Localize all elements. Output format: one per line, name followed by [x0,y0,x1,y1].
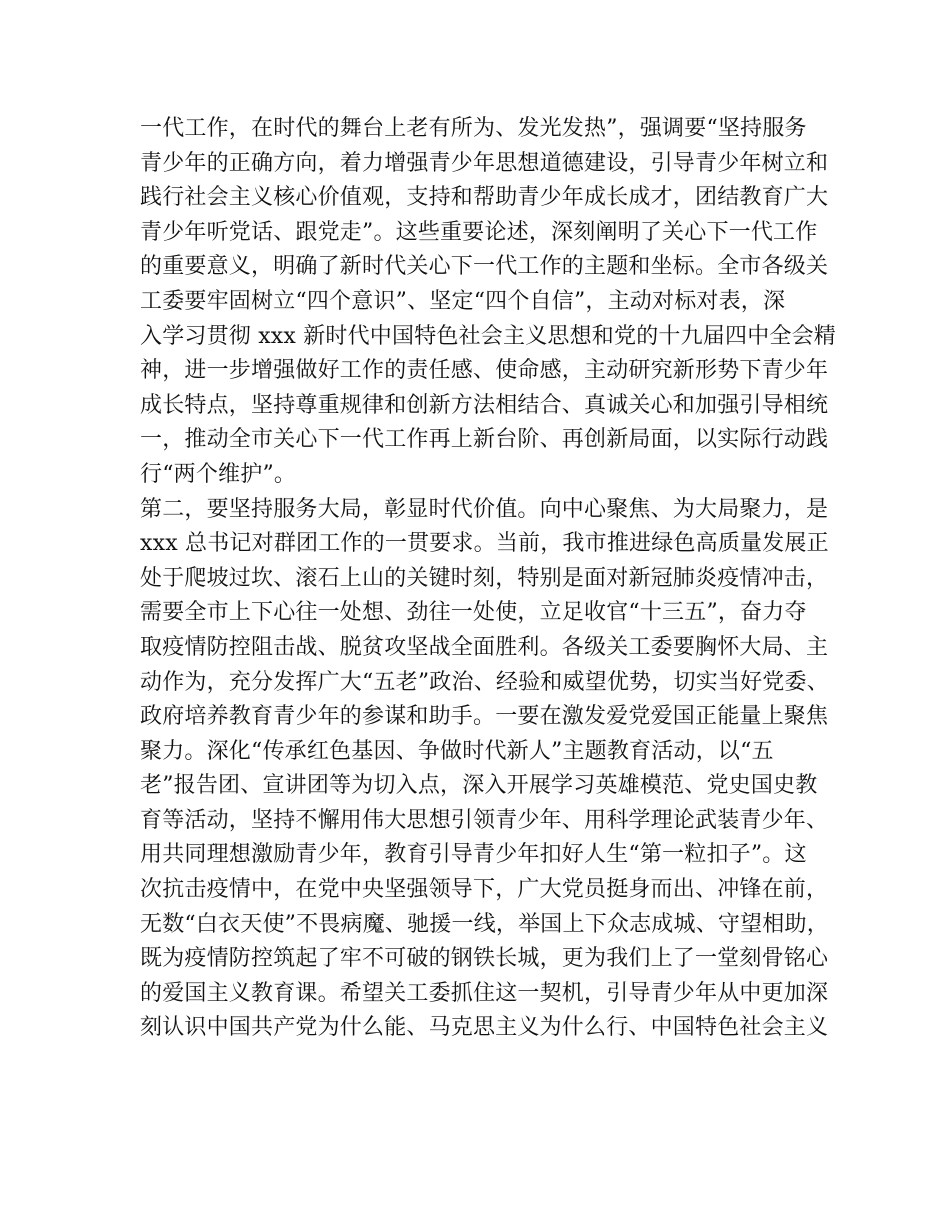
text-line-16: 取疫情防控阻击战、脱贫攻坚战全面胜利。各级关工委要胸怀大局、主 [140,634,829,660]
text-line-1: 一代工作，在时代的舞台上老有所为、发光发热”，强调要“坚持服务 [140,116,807,141]
text-line-12: 第二，要坚持服务大局，彰显时代价值。向中心聚焦、为大局聚力，是 [140,496,829,522]
text-line-10: 一，推动全市关心下一代工作再上新台阶、再创新局面，以实际行动践 [140,427,829,453]
text-line-8: 神，进一步增强做好工作的责任感、使命感，主动研究新形势下青少年 [140,358,829,384]
text-line-22: 用共同理想激励青少年，教育引导青少年扣好人生“第一粒扣子”。这 [140,842,807,868]
text-line-7: 入学习贯彻 xxx 新时代中国特色社会主义思想和党的十九届四中全会精 [140,323,837,349]
text-line-21: 育等活动，坚持不懈用伟大思想引领青少年、用科学理论武装青少年、 [140,807,829,833]
text-line-14: 处于爬坡过坎、滚石上山的关键时刻，特别是面对新冠肺炎疫情冲击， [140,565,829,591]
text-line-24: 无数“白衣天使”不畏病魔、驰援一线，举国上下众志成城、守望相助， [140,911,829,937]
text-line-2: 青少年的正确方向，着力增强青少年思想道德建设，引导青少年树立和 [140,150,829,176]
text-line-25: 既为疫情防控筑起了牢不可破的钢铁长城，更为我们上了一堂刻骨铭心 [140,946,829,972]
text-line-19: 聚力。深化“传承红色基因、争做时代新人”主题教育活动，以“五 [140,738,774,764]
text-line-9: 成长特点，坚持尊重规律和创新方法相结合、真诚关心和加强引导相统 [140,392,829,418]
text-line-3: 践行社会主义核心价值观，支持和帮助青少年成长成才，团结教育广大 [140,185,829,211]
text-line-15: 需要全市上下心往一处想、劲往一处使，立足收官“十三五”，奋力夺 [140,600,807,626]
text-line-6: 工委要牢固树立“四个意识”、坚定“四个自信”，主动对标对表，深 [140,288,786,314]
text-line-23: 次抗击疫情中，在党中央坚强领导下，广大党员挺身而出、冲锋在前， [140,877,829,903]
document-body [140,112,837,1046]
text-line-11: 行“两个维护”。 [140,461,297,487]
text-line-5: 的重要意义，明确了新时代关心下一代工作的主题和坐标。全市各级关 [140,254,829,280]
text-line-17: 动作为，充分发挥广大“五老”政治、经验和威望优势，切实当好党委、 [140,669,829,695]
text-line-20: 老”报告团、宣讲团等为切入点，深入开展学习英雄模范、党史国史教 [140,773,818,799]
text-line-27: 刻认识中国共产党为什么能、马克思主义为什么行、中国特色社会主义 [140,1015,829,1041]
text-line-26: 的爱国主义教育课。希望关工委抓住这一契机，引导青少年从中更加深 [140,980,829,1006]
text-line-13: xxx 总书记对群团工作的一贯要求。当前，我市推进绿色高质量发展正 [140,531,829,557]
text-line-18: 政府培养教育青少年的参谋和助手。一要在激发爱党爱国正能量上聚焦 [140,704,829,730]
text-line-4: 青少年听党话、跟党走”。这些重要论述，深刻阐明了关心下一代工作 [140,219,818,245]
